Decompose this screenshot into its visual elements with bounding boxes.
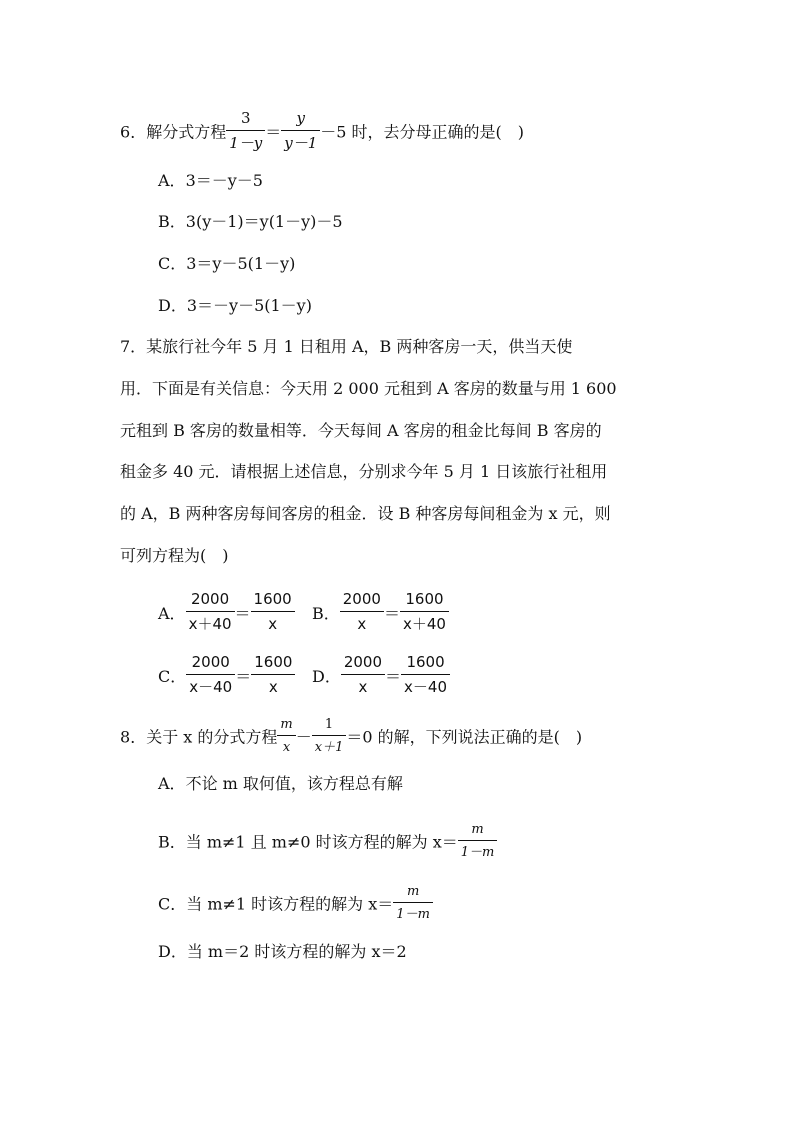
option-fraction bbox=[458, 823, 498, 859]
question-8-number: 8 bbox=[120, 727, 131, 747]
fraction-denominator: x＋1 bbox=[314, 740, 344, 755]
option-label: A． bbox=[158, 604, 186, 623]
fraction-denominator: x＋40 bbox=[402, 615, 446, 633]
question-6-fraction-left bbox=[226, 111, 265, 151]
question-8-option-c[interactable] bbox=[158, 884, 433, 923]
fraction-denominator: x bbox=[268, 678, 278, 696]
option-fraction-left bbox=[341, 655, 385, 695]
fraction-numerator: y bbox=[281, 111, 320, 131]
option-label: C． bbox=[158, 254, 187, 273]
question-6-prefix: ．解分式方程 bbox=[130, 122, 227, 142]
question-7-line-6: 可列方程为( ) bbox=[120, 546, 229, 565]
fraction-numerator: 1600 bbox=[401, 655, 450, 675]
question-6-tail: －5 时，去分母正确的是( ) bbox=[320, 122, 525, 142]
option-text: 当 m＝2 时该方程的解为 x＝2 bbox=[186, 942, 407, 961]
equals-sign: ＝ bbox=[383, 604, 400, 623]
question-6-option-b[interactable] bbox=[158, 211, 343, 233]
question-6-stem bbox=[120, 109, 525, 153]
question-7-option-b[interactable] bbox=[312, 590, 449, 634]
question-7-option-a[interactable] bbox=[158, 590, 295, 634]
question-7-line-2: 用．下面是有关信息：今天用 2 000 元租到 A 客房的数量与用 1 600 bbox=[120, 379, 617, 398]
option-text: 当 m≠1 时该方程的解为 x＝ bbox=[186, 894, 394, 914]
option-fraction-left bbox=[186, 592, 235, 632]
fraction-denominator: 1－y bbox=[229, 134, 263, 152]
option-label: D． bbox=[158, 296, 187, 315]
option-label: A． bbox=[158, 774, 186, 793]
fraction-denominator: x－40 bbox=[189, 678, 233, 696]
option-label: C． bbox=[158, 894, 187, 914]
question-8-stem bbox=[120, 717, 583, 756]
question-8-option-a[interactable] bbox=[158, 773, 403, 795]
option-label: A． bbox=[158, 171, 186, 190]
question-7-line-4: 租金多 40 元．请根据上述信息，分别求今年 5 月 1 日该旅行社租用 bbox=[120, 462, 608, 481]
question-8-fraction-right bbox=[312, 718, 347, 754]
option-fraction-right bbox=[401, 655, 450, 695]
option-fraction-right bbox=[251, 592, 295, 632]
question-6-fraction-right bbox=[281, 111, 320, 151]
question-6-option-d[interactable] bbox=[158, 295, 312, 317]
option-text: 3(y－1)＝y(1－y)－5 bbox=[185, 212, 343, 231]
question-6-option-a[interactable] bbox=[158, 170, 263, 192]
option-text: 当 m≠1 且 m≠0 时该方程的解为 x＝ bbox=[185, 832, 458, 852]
option-label: B． bbox=[312, 604, 340, 623]
question-7-line-3: 元租到 B 客房的数量相等．今天每间 A 客房的租金比每间 B 客房的 bbox=[120, 421, 602, 440]
equals-sign: ＝ bbox=[235, 667, 252, 686]
fraction-numerator: m bbox=[277, 718, 295, 736]
question-6-number: 6 bbox=[120, 122, 131, 142]
option-text: 不论 m 取何值，该方程总有解 bbox=[185, 774, 403, 793]
question-7-line-5: 的 A，B 两种客房每间客房的租金．设 B 种客房每间租金为 x 元，则 bbox=[120, 504, 611, 523]
option-label: B． bbox=[158, 212, 186, 231]
fraction-numerator: 1600 bbox=[400, 592, 449, 612]
option-label: B． bbox=[158, 832, 186, 852]
option-text: 3＝y－5(1－y) bbox=[186, 254, 296, 273]
question-8-prefix: ．关于 x 的分式方程 bbox=[130, 727, 278, 747]
option-label: C． bbox=[158, 667, 187, 686]
fraction-numerator: m bbox=[393, 885, 433, 903]
option-text: 3＝－y－5 bbox=[185, 171, 263, 190]
fraction-numerator: 1600 bbox=[251, 592, 295, 612]
fraction-denominator: 1－m bbox=[460, 845, 495, 860]
fraction-denominator: x bbox=[358, 678, 368, 696]
equals-sign: ＝ bbox=[385, 667, 402, 686]
fraction-numerator: 1 bbox=[312, 718, 347, 736]
fraction-denominator: x bbox=[268, 615, 278, 633]
question-7-line-1: 7．某旅行社今年 5 月 1 日租用 A，B 两种客房一天，供当天使 bbox=[120, 337, 573, 356]
option-label: D． bbox=[158, 942, 187, 961]
option-fraction-left bbox=[340, 592, 384, 632]
option-fraction-right bbox=[400, 592, 449, 632]
minus-sign: － bbox=[295, 727, 312, 747]
equals-sign: ＝ bbox=[265, 122, 282, 142]
fraction-denominator: x－40 bbox=[404, 678, 448, 696]
fraction-denominator: x bbox=[282, 740, 291, 755]
fraction-numerator: 2000 bbox=[186, 655, 235, 675]
equals-sign: ＝ bbox=[234, 604, 251, 623]
fraction-denominator: y－1 bbox=[284, 134, 318, 152]
option-label: D． bbox=[312, 667, 341, 686]
fraction-numerator: 2000 bbox=[341, 655, 385, 675]
option-text: 3＝－y－5(1－y) bbox=[186, 296, 312, 315]
fraction-denominator: 1－m bbox=[396, 907, 430, 922]
question-8-fraction-left bbox=[277, 718, 295, 754]
fraction-numerator: 3 bbox=[226, 111, 265, 131]
fraction-numerator: 2000 bbox=[186, 592, 235, 612]
question-8-option-b[interactable] bbox=[158, 822, 497, 861]
fraction-numerator: m bbox=[458, 823, 498, 841]
fraction-denominator: x＋40 bbox=[188, 615, 232, 633]
fraction-denominator: x bbox=[357, 615, 367, 633]
option-fraction bbox=[393, 885, 433, 921]
fraction-numerator: 2000 bbox=[340, 592, 384, 612]
question-6-option-c[interactable] bbox=[158, 253, 295, 275]
question-7-option-c[interactable] bbox=[158, 653, 295, 697]
fraction-numerator: 1600 bbox=[251, 655, 295, 675]
question-7-option-d[interactable] bbox=[312, 653, 450, 697]
option-fraction-right bbox=[251, 655, 295, 695]
option-fraction-left bbox=[186, 655, 235, 695]
question-8-tail: ＝0 的解，下列说法正确的是( ) bbox=[346, 727, 583, 747]
question-8-option-d[interactable] bbox=[158, 941, 407, 963]
